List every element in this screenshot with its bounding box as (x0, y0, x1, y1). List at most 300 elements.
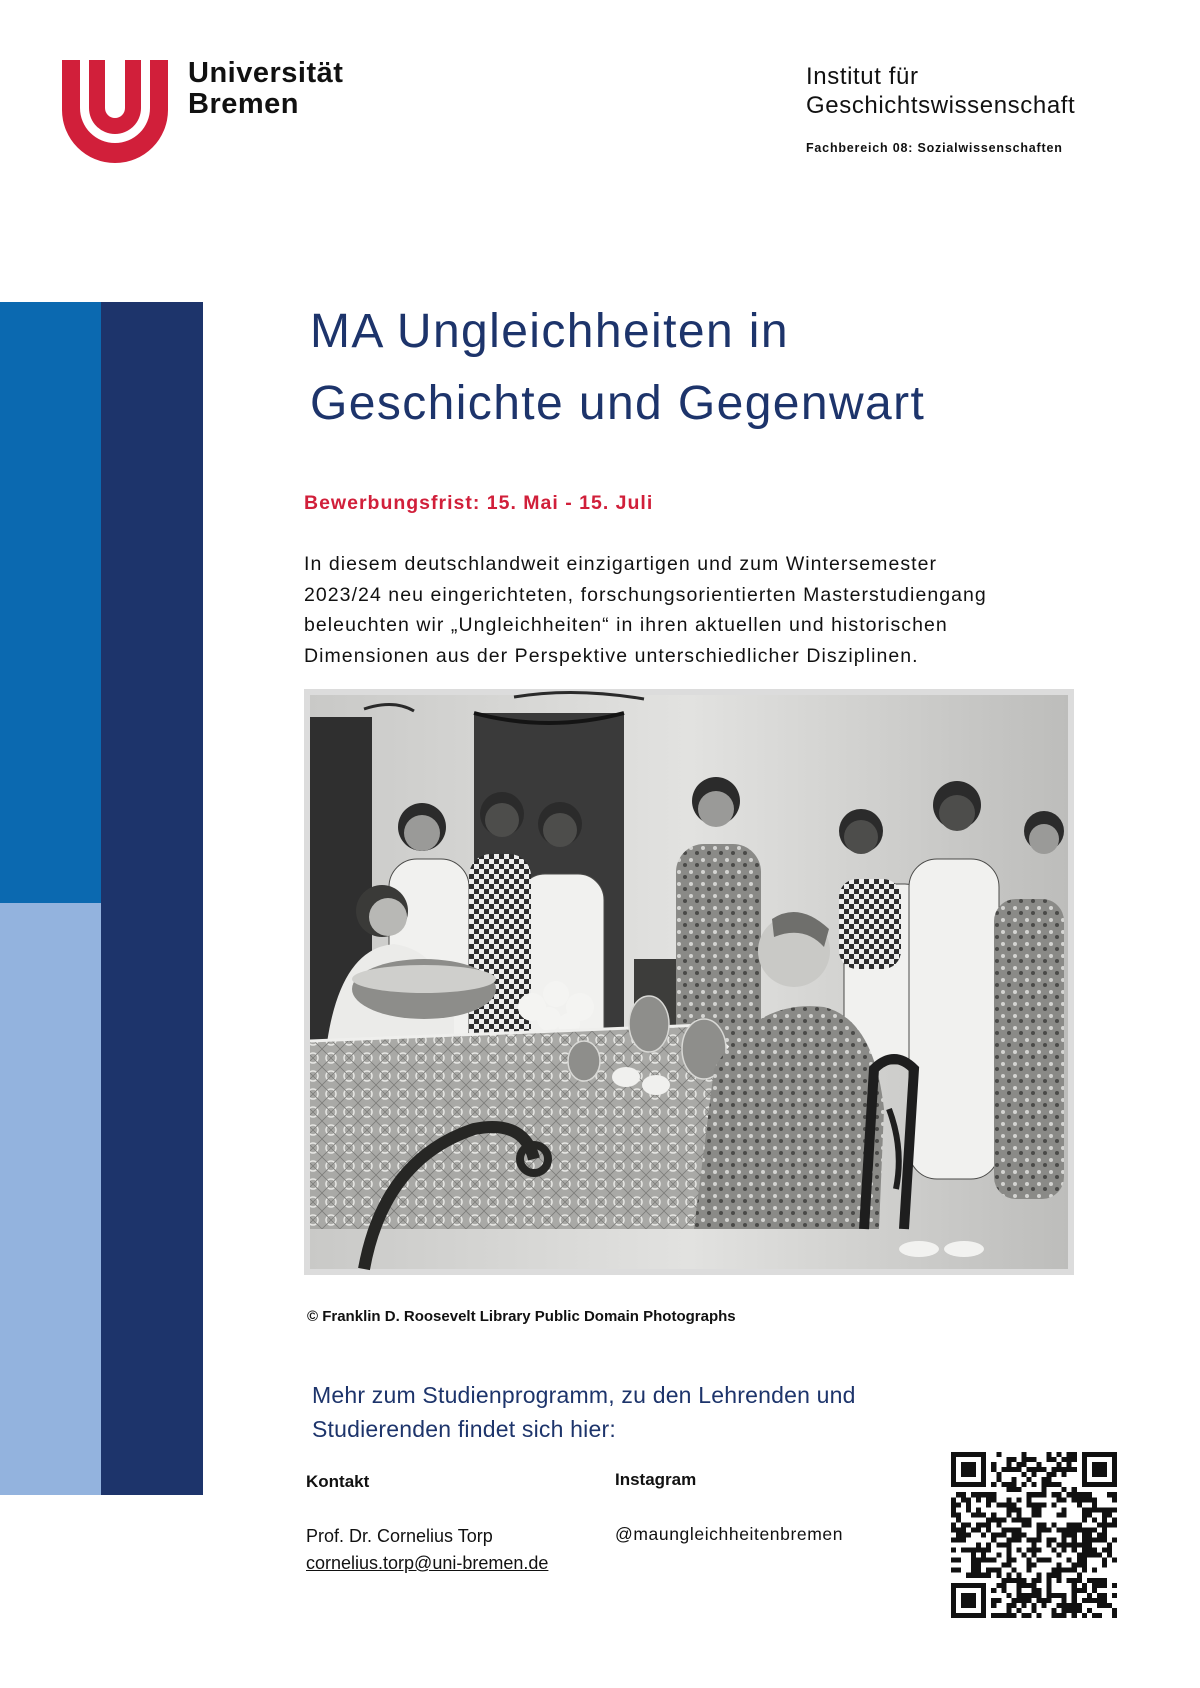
qr-module (1021, 1462, 1026, 1467)
qr-module (1082, 1553, 1087, 1558)
qr-module (1092, 1613, 1097, 1618)
qr-module (1011, 1477, 1016, 1482)
qr-module (1082, 1492, 1087, 1497)
qr-module (956, 1527, 961, 1532)
qr-module (981, 1512, 986, 1517)
university-name-line2: Bremen (188, 88, 299, 120)
qr-module (976, 1563, 981, 1568)
qr-module (1037, 1532, 1042, 1537)
qr-module (991, 1492, 996, 1497)
qr-module (1026, 1598, 1031, 1603)
qr-module (981, 1558, 986, 1563)
qr-module (1062, 1532, 1067, 1537)
qr-module (1052, 1492, 1057, 1497)
qr-module (1001, 1543, 1006, 1548)
qr-module (1077, 1563, 1082, 1568)
qr-module (1021, 1603, 1026, 1608)
qr-module (1026, 1477, 1031, 1482)
qr-module (1011, 1538, 1016, 1543)
qr-module (1092, 1568, 1097, 1573)
qr-module (1031, 1482, 1036, 1487)
more-info-line2: Studierenden findet sich hier: (312, 1416, 616, 1442)
qr-module (1021, 1613, 1026, 1618)
qr-module (1001, 1527, 1006, 1532)
qr-module (1031, 1608, 1036, 1613)
qr-module (991, 1568, 996, 1573)
qr-module (1021, 1522, 1026, 1527)
qr-module (1087, 1492, 1092, 1497)
qr-module (1016, 1573, 1021, 1578)
qr-module (1021, 1452, 1026, 1457)
qr-module (1047, 1452, 1052, 1457)
qr-module (1067, 1578, 1072, 1583)
qr-module (956, 1538, 961, 1543)
qr-module (1072, 1452, 1077, 1457)
qr-module (951, 1527, 956, 1532)
qr-module (1102, 1583, 1107, 1588)
qr-module (996, 1502, 1001, 1507)
qr-module (1047, 1543, 1052, 1548)
qr-module (1026, 1593, 1031, 1598)
university-name-line1: Universität (188, 57, 344, 89)
qr-module (1011, 1457, 1016, 1462)
institute-name (806, 62, 1075, 120)
qr-module (1082, 1532, 1087, 1537)
qr-module (1062, 1538, 1067, 1543)
qr-module (1072, 1593, 1077, 1598)
qr-module (1072, 1583, 1077, 1588)
qr-module (1092, 1538, 1097, 1543)
qr-module (961, 1532, 966, 1537)
qr-module (1072, 1613, 1077, 1618)
qr-module (1047, 1593, 1052, 1598)
qr-module (1026, 1568, 1031, 1573)
qr-module (1112, 1492, 1117, 1497)
qr-module (1082, 1558, 1087, 1563)
qr-module (1112, 1608, 1117, 1613)
qr-module (986, 1573, 991, 1578)
qr-module (1011, 1603, 1016, 1608)
qr-module (1112, 1497, 1117, 1502)
qr-module (1001, 1502, 1006, 1507)
qr-module (1102, 1512, 1107, 1517)
qr-module (1052, 1568, 1057, 1573)
intro-line: In diesem deutschlandweit einzigartigen und zum Wintersemester (304, 553, 938, 575)
qr-module (1011, 1467, 1016, 1472)
qr-module (1042, 1598, 1047, 1603)
qr-module (991, 1512, 996, 1517)
qr-module (1016, 1532, 1021, 1537)
qr-module (1052, 1502, 1057, 1507)
qr-code-icon[interactable] (951, 1452, 1117, 1618)
qr-module (986, 1543, 991, 1548)
qr-module (1052, 1482, 1057, 1487)
instagram-handle: @maungleichheitenbremen (615, 1524, 844, 1544)
qr-module (1031, 1588, 1036, 1593)
qr-module (1092, 1517, 1097, 1522)
qr-module (996, 1553, 1001, 1558)
qr-module (1107, 1553, 1112, 1558)
qr-module (1006, 1558, 1011, 1563)
qr-module (1077, 1578, 1082, 1583)
qr-module (1087, 1538, 1092, 1543)
intro-line: beleuchten wir „Ungleichheiten“ in ihren aktuellen und historischen (304, 614, 948, 636)
qr-module (1072, 1603, 1077, 1608)
qr-module (1042, 1603, 1047, 1608)
qr-module (1031, 1593, 1036, 1598)
qr-module (976, 1492, 981, 1497)
qr-module (971, 1553, 976, 1558)
qr-module (1062, 1497, 1067, 1502)
sidebar-block-navy (101, 302, 203, 1495)
institute-name-line2: Geschichtswissenschaft (806, 92, 1076, 119)
qr-module (1042, 1502, 1047, 1507)
qr-module (1016, 1517, 1021, 1522)
qr-module (1016, 1593, 1021, 1598)
qr-module (1092, 1507, 1097, 1512)
qr-module (1011, 1613, 1016, 1618)
qr-module (1082, 1507, 1087, 1512)
qr-module (1016, 1512, 1021, 1517)
contact-name: Prof. Dr. Cornelius Torp (306, 1526, 493, 1546)
qr-module (1092, 1497, 1097, 1502)
qr-module (1072, 1497, 1077, 1502)
qr-module (996, 1573, 1001, 1578)
qr-module (961, 1492, 966, 1497)
qr-module (966, 1532, 971, 1537)
qr-module (1067, 1603, 1072, 1608)
qr-module (1077, 1543, 1082, 1548)
qr-module (1097, 1578, 1102, 1583)
qr-module (1021, 1578, 1026, 1583)
qr-module (951, 1502, 956, 1507)
qr-module (986, 1548, 991, 1553)
qr-module (1037, 1522, 1042, 1527)
qr-module (1092, 1598, 1097, 1603)
qr-module (1092, 1583, 1097, 1588)
qr-module (1082, 1613, 1087, 1618)
qr-module (1097, 1532, 1102, 1537)
qr-module (1006, 1553, 1011, 1558)
qr-module (1031, 1507, 1036, 1512)
qr-module (1026, 1502, 1031, 1507)
qr-module (1057, 1497, 1062, 1502)
qr-module (1011, 1517, 1016, 1522)
qr-module (956, 1492, 961, 1497)
qr-module (1087, 1593, 1092, 1598)
qr-module (1057, 1563, 1062, 1568)
qr-module (1042, 1492, 1047, 1497)
qr-module (1026, 1538, 1031, 1543)
qr-module (1072, 1548, 1077, 1553)
qr-module (956, 1568, 961, 1573)
qr-module (1006, 1512, 1011, 1517)
qr-module (1026, 1492, 1031, 1497)
qr-module (1112, 1593, 1117, 1598)
instagram-heading: Instagram (615, 1470, 697, 1489)
qr-module (1031, 1538, 1036, 1543)
qr-module (986, 1492, 991, 1497)
qr-module (1082, 1548, 1087, 1553)
qr-module (991, 1613, 996, 1618)
qr-module (1062, 1603, 1067, 1608)
qr-module (1011, 1558, 1016, 1563)
qr-module (1047, 1573, 1052, 1578)
qr-module (976, 1512, 981, 1517)
sidebar-block-blue (0, 302, 101, 903)
historical-photo (304, 689, 1074, 1275)
qr-module (1082, 1598, 1087, 1603)
qr-module (991, 1588, 996, 1593)
qr-module (1077, 1497, 1082, 1502)
qr-module (1077, 1608, 1082, 1613)
qr-module (1026, 1517, 1031, 1522)
qr-module (1112, 1517, 1117, 1522)
qr-module (981, 1548, 986, 1553)
qr-module (951, 1558, 956, 1563)
qr-module (1112, 1507, 1117, 1512)
qr-module (1087, 1527, 1092, 1532)
qr-module (1031, 1563, 1036, 1568)
qr-module (976, 1527, 981, 1532)
qr-module (1057, 1462, 1062, 1467)
qr-module (976, 1548, 981, 1553)
qr-module (1067, 1543, 1072, 1548)
qr-module (1072, 1568, 1077, 1573)
qr-module (1087, 1548, 1092, 1553)
qr-module (1102, 1598, 1107, 1603)
qr-module (1062, 1507, 1067, 1512)
contact-email-link[interactable]: cornelius.torp@uni-bremen.de (306, 1553, 549, 1573)
qr-module (961, 1522, 966, 1527)
qr-module (1042, 1487, 1047, 1492)
qr-module (1042, 1527, 1047, 1532)
qr-module (1037, 1593, 1042, 1598)
qr-module (1026, 1613, 1031, 1618)
qr-module (1072, 1532, 1077, 1537)
qr-module (986, 1558, 991, 1563)
qr-module (1006, 1467, 1011, 1472)
qr-module (1026, 1583, 1031, 1588)
qr-module (1097, 1583, 1102, 1588)
qr-module (1052, 1573, 1057, 1578)
qr-module (971, 1512, 976, 1517)
qr-module (961, 1527, 966, 1532)
qr-module (1006, 1497, 1011, 1502)
qr-module (1062, 1593, 1067, 1598)
qr-module (1047, 1482, 1052, 1487)
qr-module (1097, 1507, 1102, 1512)
qr-module (1047, 1472, 1052, 1477)
qr-module (1112, 1538, 1117, 1543)
qr-module (1067, 1462, 1072, 1467)
qr-module (1057, 1573, 1062, 1578)
qr-module (961, 1497, 966, 1502)
qr-module (1011, 1502, 1016, 1507)
qr-module (976, 1573, 981, 1578)
application-deadline: Bewerbungsfrist: 15. Mai - 15. Juli (304, 492, 654, 514)
qr-module (1072, 1522, 1077, 1527)
qr-module (1021, 1472, 1026, 1477)
qr-module (1031, 1467, 1036, 1472)
qr-module (1087, 1543, 1092, 1548)
qr-module (996, 1583, 1001, 1588)
qr-module (1016, 1548, 1021, 1553)
qr-module (976, 1558, 981, 1563)
qr-module (986, 1497, 991, 1502)
qr-module (991, 1532, 996, 1537)
qr-module (1072, 1457, 1077, 1462)
qr-module (1052, 1467, 1057, 1472)
qr-module (1037, 1512, 1042, 1517)
qr-module (971, 1527, 976, 1532)
qr-module (1042, 1522, 1047, 1527)
qr-module (1102, 1558, 1107, 1563)
qr-module (1031, 1502, 1036, 1507)
qr-module (1087, 1497, 1092, 1502)
page-title-line1: MA Ungleichheiten in (310, 305, 789, 358)
qr-module (976, 1497, 981, 1502)
qr-module (971, 1492, 976, 1497)
qr-module (966, 1497, 971, 1502)
qr-module (1026, 1563, 1031, 1568)
qr-module (1082, 1517, 1087, 1522)
qr-module (1077, 1492, 1082, 1497)
qr-module (971, 1568, 976, 1573)
qr-module (996, 1568, 1001, 1573)
qr-module (1072, 1563, 1077, 1568)
qr-module (966, 1548, 971, 1553)
qr-module (1006, 1462, 1011, 1467)
qr-module (996, 1517, 1001, 1522)
qr-module (1026, 1467, 1031, 1472)
qr-module (1006, 1482, 1011, 1487)
qr-module (981, 1532, 986, 1537)
qr-module (1026, 1497, 1031, 1502)
qr-module (1057, 1603, 1062, 1608)
qr-module (1052, 1538, 1057, 1543)
qr-module (1057, 1452, 1062, 1457)
qr-module (956, 1517, 961, 1522)
qr-module (1016, 1538, 1021, 1543)
qr-module (991, 1598, 996, 1603)
qr-module (1011, 1578, 1016, 1583)
qr-module (996, 1522, 1001, 1527)
qr-module (1062, 1467, 1067, 1472)
qr-module (1016, 1527, 1021, 1532)
qr-module (1011, 1487, 1016, 1492)
photo-credit: © Franklin D. Roosevelt Library Public Domain Photographs (307, 1308, 736, 1325)
qr-module (991, 1497, 996, 1502)
qr-module (1112, 1558, 1117, 1563)
qr-module (1097, 1593, 1102, 1598)
qr-module (1021, 1457, 1026, 1462)
qr-module (1112, 1613, 1117, 1618)
qr-module (961, 1548, 966, 1553)
qr-module (1062, 1487, 1067, 1492)
qr-module (1006, 1578, 1011, 1583)
qr-module (971, 1563, 976, 1568)
qr-module (1102, 1593, 1107, 1598)
qr-module (1087, 1532, 1092, 1537)
qr-module (1011, 1527, 1016, 1532)
qr-module (1052, 1548, 1057, 1553)
qr-module (981, 1553, 986, 1558)
qr-module (956, 1558, 961, 1563)
qr-module (1006, 1543, 1011, 1548)
qr-module (1057, 1467, 1062, 1472)
qr-module (1001, 1467, 1006, 1472)
qr-module (1006, 1548, 1011, 1553)
qr-module (1067, 1568, 1072, 1573)
qr-module (1082, 1588, 1087, 1593)
qr-module (976, 1543, 981, 1548)
qr-module (1006, 1527, 1011, 1532)
qr-module (1092, 1548, 1097, 1553)
qr-module (1107, 1543, 1112, 1548)
qr-module (986, 1527, 991, 1532)
qr-module (1037, 1492, 1042, 1497)
intro-line: 2023/24 neu eingerichteten, forschungsorientierten Masterstudiengang (304, 583, 987, 606)
qr-module (1102, 1522, 1107, 1527)
qr-module (1107, 1492, 1112, 1497)
qr-module (1006, 1538, 1011, 1543)
qr-module (981, 1522, 986, 1527)
qr-module (1067, 1452, 1072, 1457)
qr-module (1067, 1608, 1072, 1613)
qr-module (976, 1522, 981, 1527)
qr-module (991, 1603, 996, 1608)
qr-module (1011, 1507, 1016, 1512)
contact-heading: Kontakt (306, 1472, 370, 1491)
qr-module (1072, 1578, 1077, 1583)
qr-module (1082, 1583, 1087, 1588)
qr-module (1062, 1527, 1067, 1532)
qr-module (1042, 1467, 1047, 1472)
qr-module (1062, 1512, 1067, 1517)
qr-module (966, 1522, 971, 1527)
qr-module (1021, 1517, 1026, 1522)
qr-module (1057, 1527, 1062, 1532)
qr-module (1072, 1527, 1077, 1532)
qr-module (996, 1532, 1001, 1537)
qr-module (1062, 1472, 1067, 1477)
qr-module (956, 1502, 961, 1507)
qr-module (1047, 1477, 1052, 1482)
qr-module (1052, 1472, 1057, 1477)
qr-module (1037, 1613, 1042, 1618)
qr-module (1112, 1583, 1117, 1588)
qr-module (961, 1538, 966, 1543)
qr-module (1021, 1553, 1026, 1558)
qr-module (1047, 1527, 1052, 1532)
qr-module (1031, 1492, 1036, 1497)
qr-module (1062, 1457, 1067, 1462)
qr-module (996, 1598, 1001, 1603)
qr-module (1016, 1583, 1021, 1588)
qr-module (1037, 1548, 1042, 1553)
page-title-line2: Geschichte und Gegenwart (310, 377, 926, 430)
qr-module (1102, 1517, 1107, 1522)
qr-module (1006, 1613, 1011, 1618)
qr-module (1031, 1553, 1036, 1558)
qr-module (991, 1482, 996, 1487)
qr-module (1057, 1613, 1062, 1618)
qr-module (1102, 1507, 1107, 1512)
qr-module (996, 1472, 1001, 1477)
qr-module (1052, 1608, 1057, 1613)
qr-module (1037, 1588, 1042, 1593)
